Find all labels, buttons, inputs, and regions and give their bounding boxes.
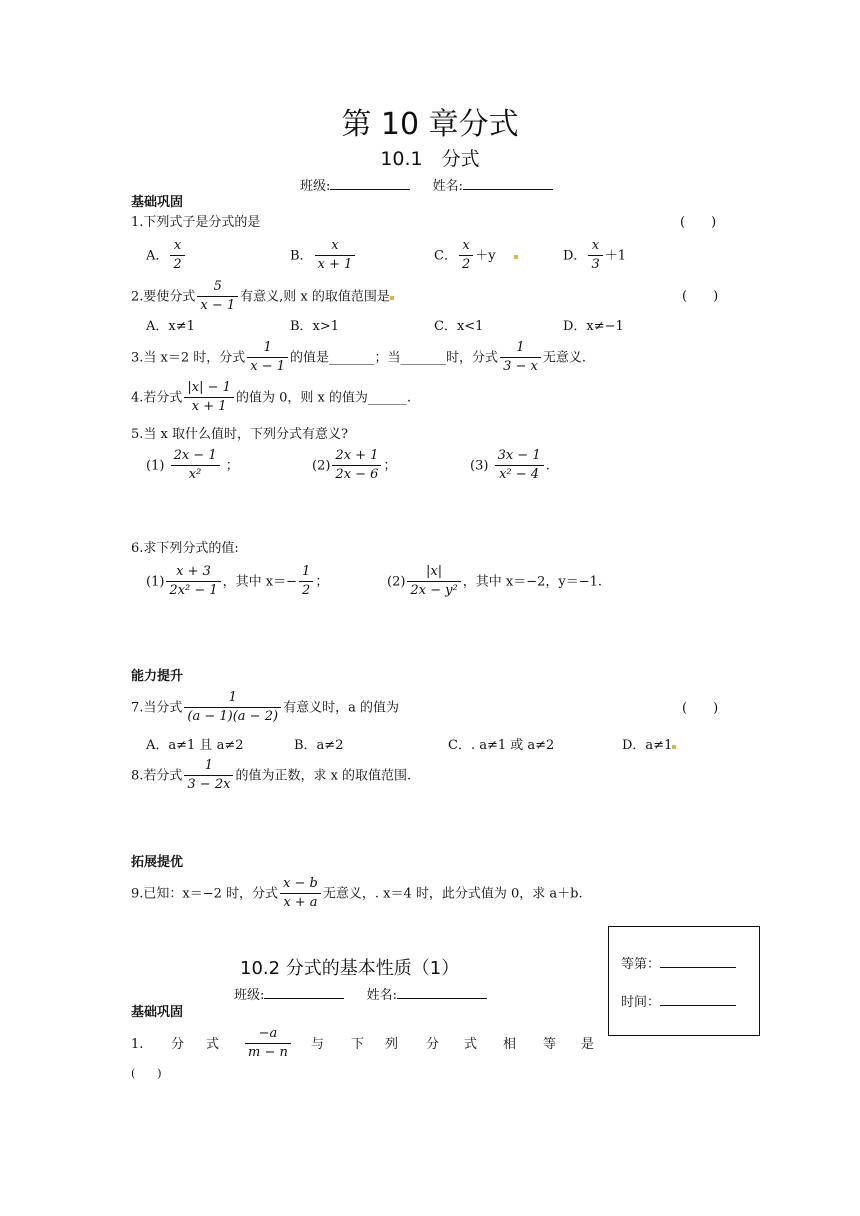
q9-line [131,876,583,912]
q7-post: 有意义时，a 的值为 [283,700,399,716]
name-blank[interactable] [397,986,487,999]
score-box [608,926,760,1036]
item-post: ； [383,458,397,474]
q7-option-b[interactable]: B．a≠2 [294,738,344,753]
s2-q1-char: 与 [311,1037,325,1052]
q2-bracket: ( ) [682,289,719,304]
option-label: A． [146,248,169,264]
q8-post: 的值为正数，求 x 的取值范围. [235,768,412,784]
q7-option-d[interactable] [622,739,676,752]
s2-q1-char: 相 [503,1037,517,1052]
section2-title: 10.2 分式的基本性质（1） [240,958,460,979]
q1-option-b[interactable] [290,238,357,274]
s2-q1-char: 分 [171,1037,185,1052]
q2-post: 有意义,则 x 的取值范围是 [240,289,390,305]
class-label: 班级: [234,988,265,1003]
fraction: $\frac{x}{3}$ [588,238,602,274]
option-suffix: ＋1 [604,248,626,264]
fraction: $\frac{3x - 1}{\text{x² − 4}}$ [495,448,544,484]
fraction: $\frac{1}{(a - 1)(a - 2)}$ [184,690,281,726]
s2-q1-char: 式 [206,1037,220,1052]
option-suffix: ＋y [475,248,496,264]
option-label: D． [563,248,587,264]
q2-option-a[interactable]: A．x≠1 [146,319,195,334]
q8-pre: 8.若分式 [131,768,183,784]
class-label: 班级: [300,179,331,194]
fraction: $\frac{x - b}{x + a}$ [280,876,321,912]
q3-post: 无意义. [542,350,586,366]
q3-line [131,340,586,376]
s2-q1-char: 分 [426,1037,440,1052]
q5-text: 5.当 x 取什么值时，下列分式有意义? [131,427,348,442]
fraction: $\frac{|x| - 1}{x + 1}$ [184,380,234,416]
grade-blank[interactable] [660,955,736,968]
time-row [621,993,736,1009]
item-label: (3) [470,458,489,474]
q2-pre: 2.要使分式 [131,289,196,305]
heading-extend: 拓展提优 [131,855,184,870]
chapter-title: 第 10 章分式 [341,107,519,142]
q7-bracket: ( ) [682,701,719,716]
item-label: (2) [312,458,331,474]
q9-pre: 9.已知：x＝−2 时，分式 [131,886,279,902]
name-label: 姓名: [432,179,464,194]
fraction: $\frac{|x|}{\text{2x − y²}}$ [407,564,460,600]
class-blank[interactable] [330,177,410,190]
q3-mid: 的值是_______；当_______时，分式 [290,350,499,366]
name-blank[interactable] [463,177,553,190]
fraction: $\frac{x}{x + 1}$ [315,238,356,274]
s2-q1-bracket: ( ) [131,1067,162,1080]
name-label: 姓名: [366,988,398,1003]
highlight-mark [514,255,518,259]
q1-option-d[interactable] [563,238,626,274]
q6-item-1 [146,564,328,600]
highlight-mark [672,745,676,749]
q5-item-2 [312,448,396,484]
item-post: ，其中 x＝−2，y＝−1. [462,574,603,590]
s2-q1-char: 1. [131,1037,144,1052]
q7-option-c[interactable]: C．. a≠1 或 a≠2 [448,738,555,753]
item-label: (2) [387,574,406,590]
fraction: $\frac{x}{2}$ [459,238,473,274]
heading-ability: 能力提升 [131,669,184,684]
item-label: (1) [146,574,165,590]
s2-q1-line [131,1026,596,1066]
q3-pre: 3.当 x＝2 时，分式 [131,350,246,366]
item-post: . [545,458,550,474]
q2-line [131,279,394,315]
q9-post: 无意义，. x＝4 时，此分式值为 0，求 a＋b. [322,886,583,902]
fraction: $\frac{2x - 1}{\text{x²}}$ [171,448,220,484]
grade-label: 等第： [621,957,661,972]
s2-q1-char: 式 [464,1037,478,1052]
fraction: $\frac{x + 3}{\text{2x² − 1}}$ [166,564,220,600]
option-label: B． [290,248,313,264]
option-label: C． [434,248,457,264]
item-post: ； [315,574,329,590]
q4-line [131,380,411,416]
q7-pre: 7.当分式 [131,700,183,716]
fraction: $\frac{-a}{m - n}$ [245,1026,291,1062]
q1-option-c[interactable] [434,238,518,274]
option-text: D．a≠1 [622,738,673,753]
q8-line [131,758,411,794]
fraction: $\frac{2x + 1}{2x - 6}$ [332,448,381,484]
fraction: $\frac{1}{2}$ [299,564,313,600]
item-mid: ，其中 x＝− [222,574,298,590]
class-blank[interactable] [264,986,344,999]
fraction: $\frac{1}{3 - x}$ [500,340,541,376]
class-name-line [300,177,553,193]
item-post: ； [225,458,239,474]
highlight-mark [390,296,394,300]
s2-q1-char: 是 [581,1037,595,1052]
q7-option-a[interactable]: A．a≠1 且 a≠2 [146,738,244,753]
s2-q1-char: 下 [351,1037,365,1052]
q2-option-c[interactable]: C．x<1 [434,319,484,334]
time-blank[interactable] [660,993,736,1006]
q2-option-b[interactable]: B．x>1 [290,319,340,334]
q4-pre: 4.若分式 [131,390,183,406]
fraction: $\frac{x}{2}$ [170,238,184,274]
q2-option-d[interactable]: D．x≠−1 [563,319,624,334]
fraction: $\frac{1}{x - 1}$ [247,340,288,376]
heading-basic-2: 基础巩固 [131,1005,184,1020]
grade-row [621,955,736,971]
q6-text: 6.求下列分式的值: [131,541,239,556]
time-label: 时间： [621,995,661,1010]
s2-q1-char: 列 [385,1037,399,1052]
section2-class-name-line [234,986,487,1002]
item-label: (1) [146,458,165,474]
fraction: $\frac{5}{x - 1}$ [197,279,238,315]
q5-item-1 [146,448,239,484]
q4-post: 的值为 0，则 x 的值为______. [235,390,412,406]
heading-basic: 基础巩固 [131,195,184,210]
section-title: 10.1 分式 [380,148,480,170]
s2-q1-char: 等 [543,1037,557,1052]
q6-item-2 [387,564,602,600]
q7-line [131,690,399,726]
q1-bracket: ( ) [680,215,717,230]
q1-text: 1.下列式子是分式的是 [131,215,261,230]
q5-item-3 [470,448,550,484]
fraction: $\frac{1}{3 - 2x}$ [184,758,233,794]
q1-option-a[interactable] [146,238,187,274]
